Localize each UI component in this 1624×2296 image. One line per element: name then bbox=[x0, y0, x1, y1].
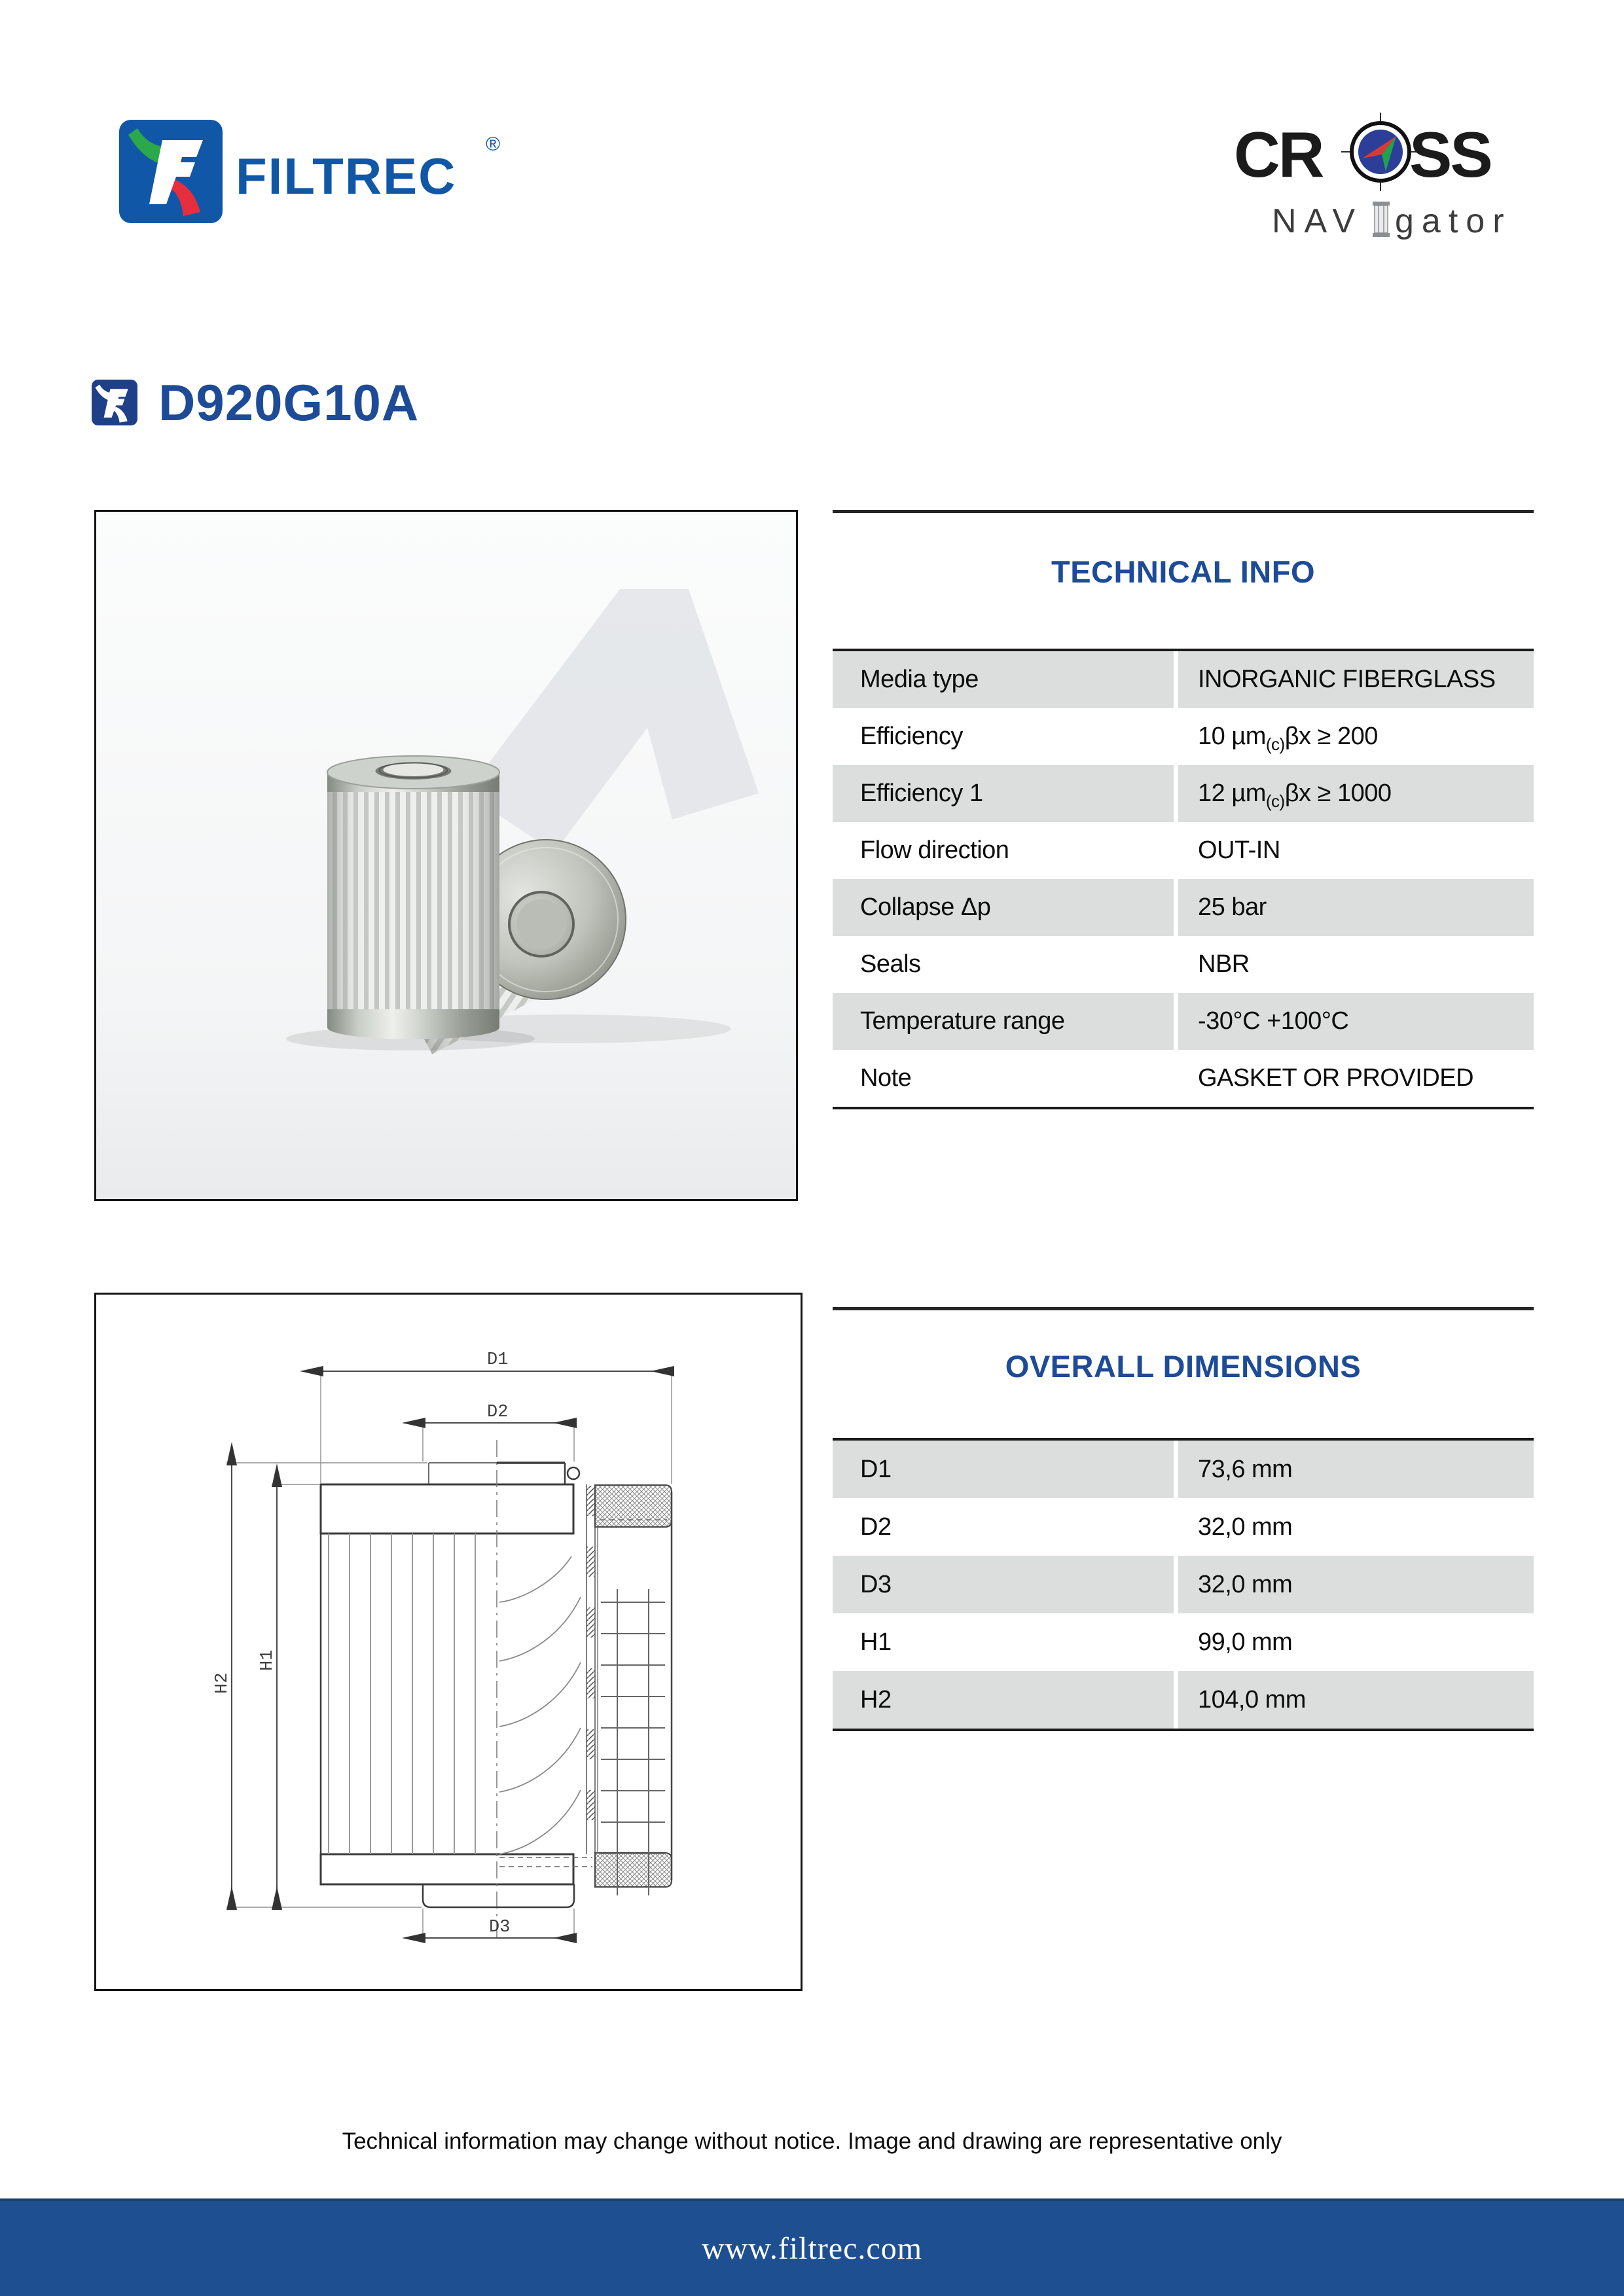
drawing-label-d2: D2 bbox=[487, 1403, 509, 1422]
filtrec-logo bbox=[119, 117, 512, 231]
table-row bbox=[833, 708, 1534, 765]
product-code-icon bbox=[92, 380, 137, 425]
row-label: D1 bbox=[833, 1441, 1174, 1498]
row-value: NBR bbox=[1198, 950, 1250, 978]
row-value: 32,0 mm bbox=[1178, 1556, 1534, 1613]
website-link[interactable]: www.filtrec.com bbox=[701, 2231, 923, 2266]
row-value: GASKET OR PROVIDED bbox=[1198, 1064, 1474, 1092]
dimension-drawing bbox=[96, 1295, 801, 1989]
drawing-label-d1: D1 bbox=[487, 1350, 509, 1370]
cross-navigator-logo bbox=[1234, 111, 1522, 249]
footer-disclaimer: Technical information may change without notice. Image and drawing are representative only bbox=[342, 2128, 1282, 2154]
dimension-drawing-panel bbox=[94, 1293, 803, 1991]
table-row bbox=[833, 1671, 1534, 1729]
technical-info-title: TECHNICAL INFO bbox=[1051, 554, 1315, 589]
row-value: 25 bar bbox=[1178, 879, 1534, 936]
table-row bbox=[833, 765, 1534, 822]
table-row bbox=[833, 936, 1534, 993]
row-label: Efficiency bbox=[860, 723, 963, 750]
table-row bbox=[833, 993, 1534, 1050]
table-row bbox=[833, 1613, 1534, 1671]
product-photo-panel bbox=[94, 510, 798, 1201]
column-icon bbox=[1373, 202, 1390, 237]
drawing-label-h2: H2 bbox=[213, 1672, 232, 1694]
navigator-wordmark-left: NAV bbox=[1272, 202, 1363, 240]
row-label: H2 bbox=[833, 1671, 1174, 1729]
registered-mark: ® bbox=[486, 134, 501, 155]
technical-info-table bbox=[833, 649, 1534, 1109]
cross-wordmark-left: CR bbox=[1234, 118, 1323, 190]
table-row bbox=[833, 822, 1534, 879]
page-title: D920G10A bbox=[158, 373, 420, 431]
table-row bbox=[833, 1498, 1534, 1556]
table-row bbox=[833, 1441, 1534, 1498]
row-label: Collapse Δp bbox=[833, 879, 1174, 936]
row-label: Flow direction bbox=[860, 836, 1009, 864]
drawing-label-h1: H1 bbox=[258, 1649, 278, 1671]
overall-dimensions-section bbox=[833, 1307, 1534, 1729]
row-value: OUT-IN bbox=[1198, 836, 1280, 864]
footer-bar bbox=[0, 2198, 1624, 2296]
row-label: Temperature range bbox=[833, 993, 1174, 1050]
overall-dimensions-title: OVERALL DIMENSIONS bbox=[1005, 1349, 1362, 1384]
row-label: D2 bbox=[860, 1513, 892, 1541]
row-label: Media type bbox=[833, 651, 1174, 708]
table-row bbox=[833, 1050, 1534, 1107]
row-label: Note bbox=[860, 1064, 912, 1092]
row-label: D3 bbox=[833, 1556, 1174, 1613]
filtrec-mark-icon bbox=[119, 120, 223, 223]
cross-wordmark-right: SS bbox=[1409, 118, 1491, 190]
row-value: 104,0 mm bbox=[1178, 1671, 1534, 1729]
product-photo bbox=[96, 512, 796, 1199]
row-label: H1 bbox=[860, 1628, 892, 1656]
drawing-label-d3: D3 bbox=[489, 1918, 511, 1937]
filtrec-wordmark: FILTREC bbox=[236, 147, 457, 205]
overall-dimensions-table bbox=[833, 1438, 1534, 1731]
row-value: 99,0 mm bbox=[1198, 1628, 1293, 1656]
table-row bbox=[833, 1556, 1534, 1613]
product-title-row bbox=[92, 367, 419, 439]
row-value: INORGANIC FIBERGLASS bbox=[1178, 651, 1534, 708]
row-value: 12 µm (c) βx ≥ 1000 bbox=[1178, 765, 1534, 822]
row-label: Efficiency 1 bbox=[833, 765, 1174, 822]
compass-icon bbox=[1341, 113, 1420, 191]
row-value: -30°C +100°C bbox=[1178, 993, 1534, 1050]
technical-info-section bbox=[833, 510, 1534, 1106]
table-row bbox=[833, 879, 1534, 936]
row-value: 10 µm (c) βx ≥ 200 bbox=[1198, 723, 1378, 754]
row-label: Seals bbox=[860, 950, 921, 978]
table-row bbox=[833, 651, 1534, 708]
row-value: 73,6 mm bbox=[1178, 1441, 1534, 1498]
row-value: 32,0 mm bbox=[1198, 1513, 1293, 1541]
navigator-wordmark-right: gator bbox=[1395, 202, 1512, 240]
